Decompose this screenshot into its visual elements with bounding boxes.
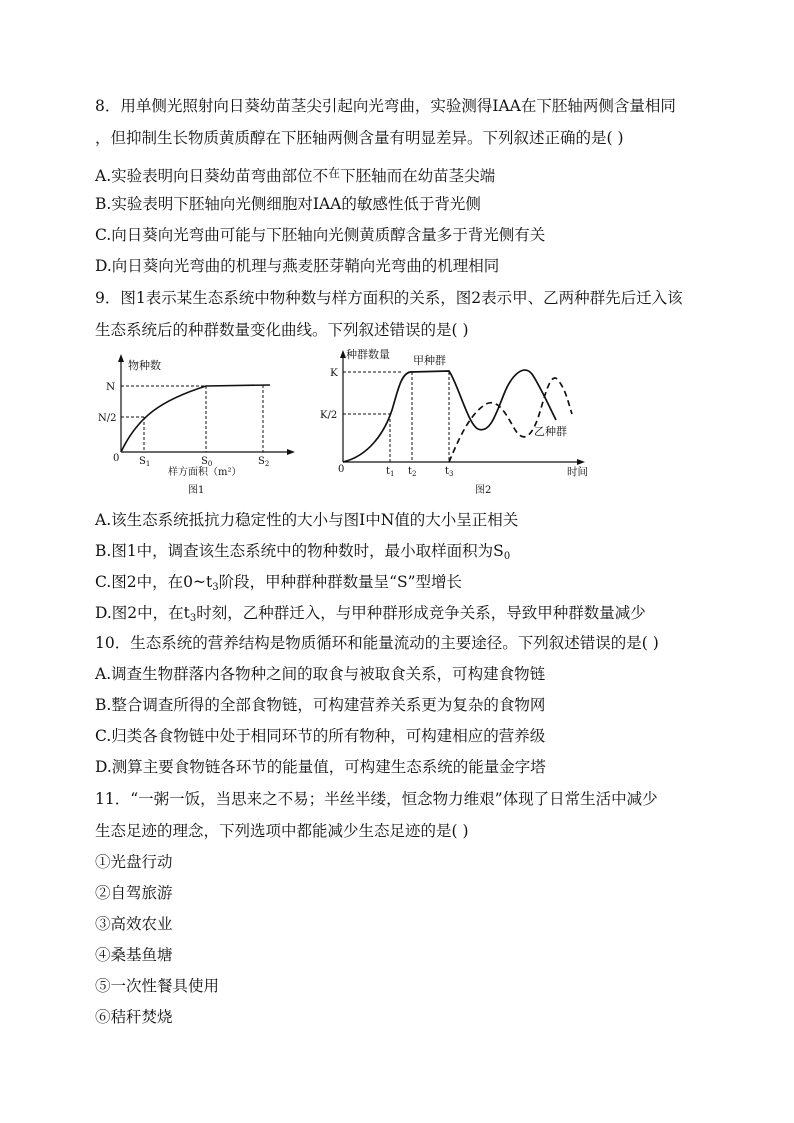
fig2-label-jia: 甲种群 (413, 354, 446, 367)
q9-option-c-pre: C.图2中，在0~t (95, 573, 213, 591)
q11-item: ①光盘行动 (95, 853, 173, 871)
q11-item: ⑤一次性餐具使用 (95, 977, 220, 995)
q8-option-c: C.向日葵向光弯曲可能与下胚轴向光侧黄质醇含量多于背光侧有关 (95, 226, 546, 244)
q8-option-a-text1: A.实验表明向日葵幼苗弯曲部位不 (95, 167, 329, 185)
q8-option-b: B.实验表明下胚轴向光侧细胞对IAA的敏感性低于背光侧 (95, 195, 481, 213)
fig1-xtick-S1: $S_1$ (139, 456, 151, 468)
q9-option-d-post: 时刻，乙种群迁入，与甲种群形成竞争关系，导致甲种群数量减少 (196, 604, 646, 622)
q11-item: ⑥秸秆焚烧 (95, 1008, 173, 1026)
q9-stem-line1: 9．图1表示某生态系统中物种数与样方面积的关系，图2表示甲、乙两种群先后迁入该 (95, 289, 683, 307)
fig1-xtick-S0: $S_0$ (201, 456, 213, 468)
fig1-origin: 0 (113, 453, 120, 464)
q9-option-d-pre: D.图2中，在t (95, 604, 190, 622)
fig1-xlabel: 样方面积（m²） (168, 467, 242, 478)
q9-option-c-post: 阶段，甲种群种群数量呈“S”型增长 (218, 573, 463, 591)
q9-option-d-sub: 3 (189, 613, 197, 624)
fig2-curve-yi (449, 378, 572, 462)
q11-item: ④桑基鱼塘 (95, 946, 173, 964)
fig2-ylabel: 种群数量 (346, 348, 390, 361)
q8-option-a (95, 163, 495, 186)
q11-item: ③高效农业 (95, 915, 173, 933)
fig1-y-N: N (106, 381, 116, 393)
q9-option-c-sub: 3 (212, 582, 219, 593)
figure-1 (98, 352, 308, 502)
fig1-caption: 图1 (188, 485, 205, 496)
q8-option-a-raised: 在 (328, 166, 341, 180)
figure-2 (318, 344, 598, 502)
q9-option-c (95, 572, 462, 598)
q11-item: ②自驾旅游 (95, 884, 173, 902)
q10-stem: 10．生态系统的营养结构是物质循环和能量流动的主要途径。下列叙述错误的是( ) (95, 634, 659, 652)
q9-option-b (95, 541, 510, 567)
fig2-y-K: K (330, 367, 338, 379)
q8-option-d: D.向日葵向光弯曲的机理与燕麦胚芽鞘向光弯曲的机理相同 (95, 257, 500, 275)
fig2-xtick-t2: $t_2$ (408, 466, 417, 478)
q8-option-a-text2: 下胚轴而在幼苗茎尖端 (340, 167, 496, 185)
q10-option-c: C.归类各食物链中处于相同环节的所有物种，可构建相应的营养级 (95, 727, 546, 745)
q9-option-b-text: B.图1中，调查该生态系统中的物种数时，最小取样面积为S (95, 542, 504, 560)
fig2-xtick-t3: $t_3$ (445, 466, 454, 478)
fig2-x-arrow (577, 459, 585, 465)
fig1-x-arrow (287, 449, 295, 455)
q10-option-b: B.整合调查所得的全部食物链，可构建营养关系更为复杂的食物网 (95, 696, 546, 714)
q9-stem-line2: 生态系统后的种群数量变化曲线。下列叙述错误的是( ) (95, 321, 469, 339)
q10-option-d: D.测算主要食物链各环节的能量值，可构建生态系统的能量金字塔 (95, 758, 546, 776)
fig2-xlabel: 时间 (567, 466, 588, 478)
q9-option-d (95, 603, 646, 629)
q11-stem-line1: 11．“一粥一饭，当思来之不易；半丝半缕，恒念物力维艰”体现了日常生活中减少 (95, 790, 658, 808)
q8-stem-line1: 8．用单侧光照射向日葵幼苗茎尖引起向光弯曲，实验测得IAA在下胚轴两侧含量相同 (95, 97, 676, 115)
fig1-xtick-S2: $S_2$ (258, 456, 270, 468)
fig1-y-N-half: N/2 (98, 413, 117, 424)
fig1-ylabel: 物种数 (128, 359, 161, 372)
fig2-y-K-half: K/2 (320, 410, 338, 421)
fig2-origin: 0 (338, 464, 345, 475)
q9-option-b-sub: 0 (503, 551, 511, 562)
fig1-y-arrow (118, 354, 124, 362)
q9-option-a: A.该生态系统抵抗力稳定性的大小与图Ⅰ中N值的大小呈正相关 (95, 511, 519, 529)
q11-stem-line2: 生态足迹的理念，下列选项中都能减少生态足迹的是( ) (95, 822, 469, 840)
fig1-curve (121, 385, 270, 452)
fig2-label-yi: 乙种群 (534, 425, 567, 438)
q8-stem-line2: ，但抑制生长物质黄质醇在下胚轴两侧含量有明显差异。下列叙述正确的是( ) (95, 129, 624, 147)
fig2-xtick-t1: $t_1$ (386, 466, 395, 478)
fig2-caption: 图2 (475, 485, 492, 496)
q10-option-a: A.调查生物群落内各物种之间的取食与被取食关系，可构建食物链 (95, 665, 546, 683)
